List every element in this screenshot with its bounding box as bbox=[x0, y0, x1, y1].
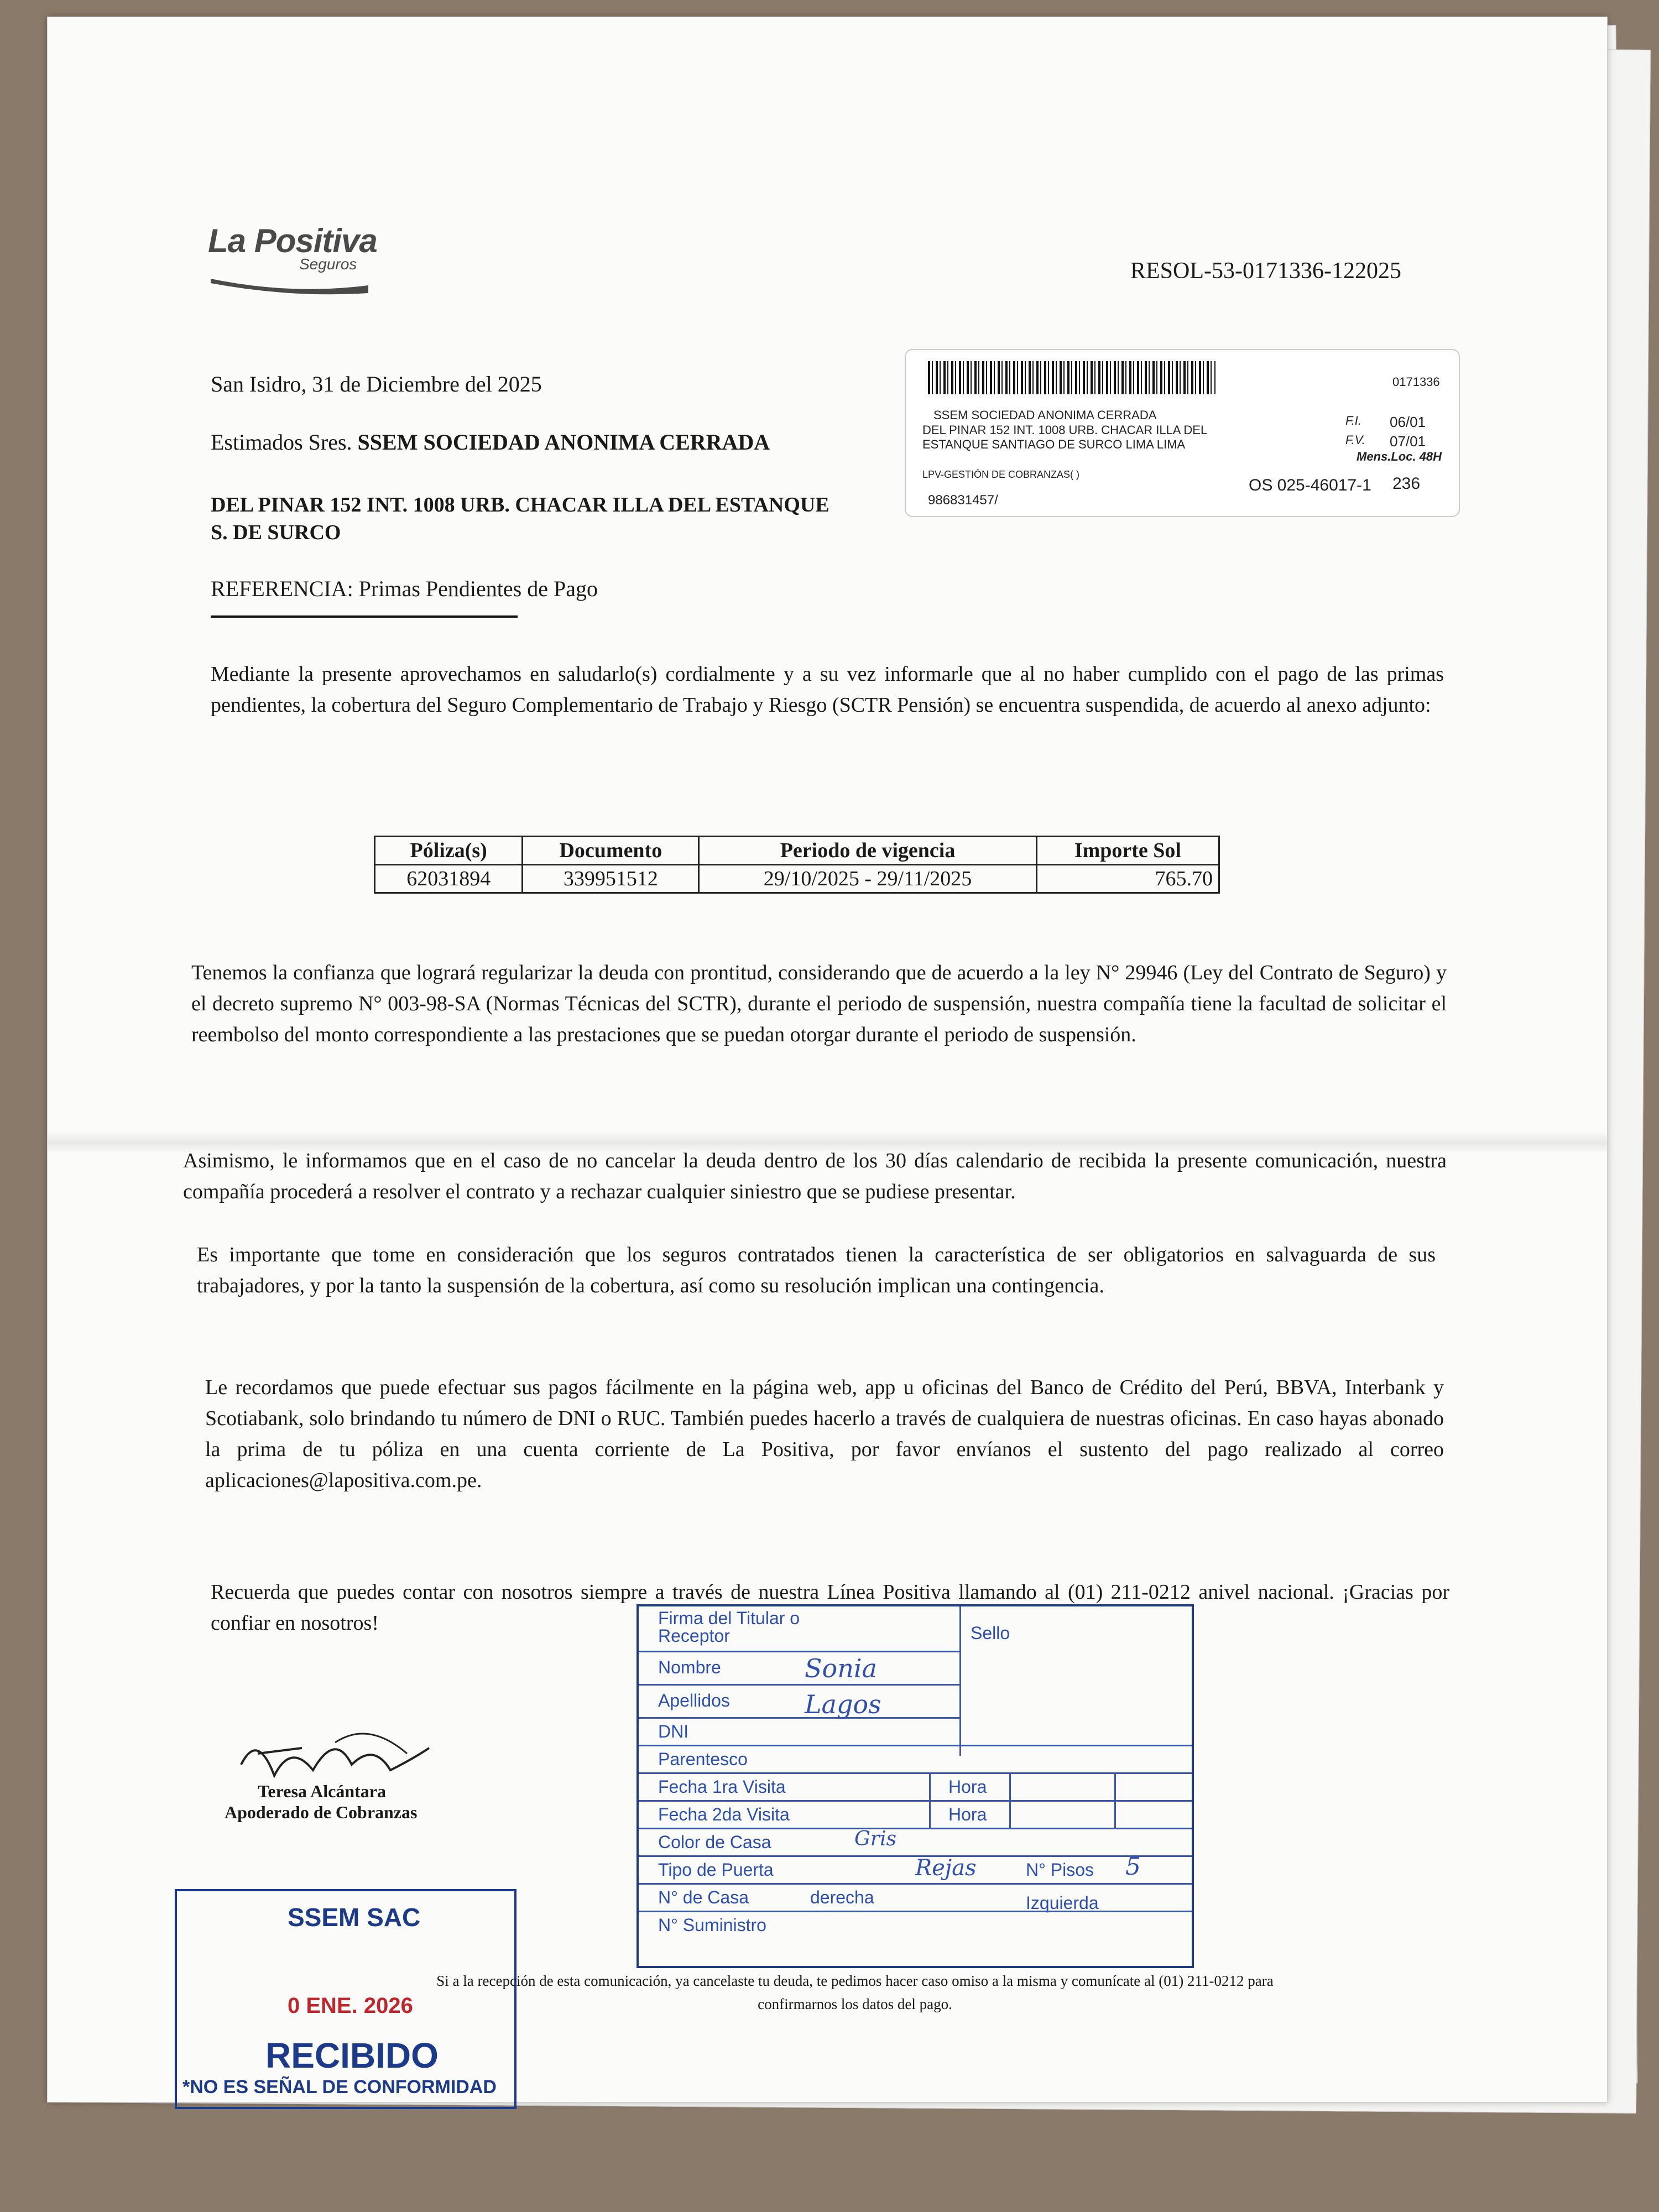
label-dept: LPV-GESTIÓN DE COBRANZAS( ) bbox=[922, 469, 1080, 480]
policy-table bbox=[374, 836, 1220, 894]
table-cell: 62031894 bbox=[375, 865, 523, 893]
footer-note: Si a la recepción de esta comunicación, ya cancelaste tu deuda, te pedimos hacer caso omiso a la misma y comunícate al (01) 211-0212 para confirmarnos los datos del pago. bbox=[436, 1973, 1274, 2012]
form-col-divider bbox=[1009, 1772, 1011, 1828]
handwritten-door: Rejas bbox=[915, 1855, 977, 1881]
stamp-note: *NO ES SEÑAL DE CONFORMIDAD bbox=[182, 2077, 497, 2098]
label-fv-value: 07/01 bbox=[1390, 433, 1426, 450]
form-label: DNI bbox=[658, 1721, 689, 1741]
label-os: OS 025-46017-1 bbox=[1249, 476, 1371, 494]
handwritten-name: Sonia bbox=[805, 1653, 877, 1683]
table-cell: 339951512 bbox=[523, 865, 699, 893]
signer-title: Apoderado de Cobranzas bbox=[225, 1802, 418, 1822]
form-row bbox=[639, 1717, 1192, 1746]
recipient-address: DEL PINAR 152 INT. 1008 URB. CHACAR ILLA DEL ESTANQUE bbox=[211, 493, 830, 517]
column-header: Póliza(s) bbox=[375, 837, 523, 865]
label-os-number: 236 bbox=[1392, 474, 1421, 493]
form-sello-label: Sello bbox=[971, 1623, 1010, 1643]
form-label: Nombre bbox=[658, 1657, 721, 1677]
logo-subtitle: Seguros bbox=[299, 255, 357, 273]
form-label: Firma del Titular o Receptor bbox=[658, 1608, 800, 1646]
form-col-divider bbox=[929, 1772, 931, 1828]
handwritten-color: Gris bbox=[854, 1828, 896, 1850]
column-header: Periodo de vigencia bbox=[699, 837, 1036, 865]
form-row bbox=[639, 1911, 1192, 1938]
signer-name: Teresa Alcántara bbox=[258, 1781, 386, 1801]
form-row bbox=[639, 1651, 959, 1686]
form-row bbox=[639, 1883, 1192, 1912]
logo-swoosh-icon bbox=[208, 273, 374, 295]
form-row bbox=[639, 1800, 1192, 1829]
form-row bbox=[639, 1828, 1192, 1857]
table-header-row bbox=[375, 837, 1219, 865]
label-name: SSEM SOCIEDAD ANONIMA CERRADA bbox=[933, 408, 1157, 422]
reference-line: REFERENCIA: Primas Pendientes de Pago bbox=[211, 576, 598, 601]
barcode bbox=[928, 361, 1215, 394]
form-label: N° de Casa bbox=[658, 1887, 749, 1907]
form-label: N° Suministro bbox=[658, 1915, 766, 1935]
table-row bbox=[375, 865, 1219, 893]
paragraph: Le recordamos que puede efectuar sus pagos fácilmente en la página web, app u oficinas del Banco de Crédito del Perú, BBVA, Interbank y Scotiabank, solo brindando tu número de DNI o RUC. También puedes hacerlo a través de cualquiera de nuestras oficinas. En caso hayas abonado la prima de tu póliza en una cuenta corriente de La Positiva, por favor envíanos el sustento del pago realizado al correo aplicaciones@lapositiva.com.pe. bbox=[205, 1376, 1444, 1492]
form-hora-label: Hora bbox=[948, 1777, 987, 1797]
reference-code: RESOL-53-0171336-122025 bbox=[1130, 258, 1401, 284]
letter-page bbox=[47, 17, 1608, 2103]
paragraph: Tenemos la confianza que logrará regularizar la deuda con prontitud, considerando que de acuerdo a la ley N° 29946 (Ley del Contrato de Seguro) y el decreto supremo N° 003-98-SA (Normas Técnicas del SCTR), durante el periodo de suspensión, nuestra compañía tiene la facultad de solicitar el reembolso del monto correspondiente a las prestaciones que se puedan otorgar durante el periodo de suspensión. bbox=[191, 961, 1447, 1046]
paragraph: Es importante que tome en consideración que los seguros contratados tienen la característica de ser obligatorios en salvaguarda de sus trabajadores, y por la tanto la suspensión de la cobertura, así como su resolución implican una contingencia. bbox=[197, 1243, 1436, 1297]
form-izquierda-label: Izquierda bbox=[1026, 1893, 1099, 1913]
handwritten-floors: 5 bbox=[1125, 1853, 1141, 1881]
form-label: Color de Casa bbox=[658, 1832, 771, 1852]
recipient-name: SSEM SOCIEDAD ANONIMA CERRADA bbox=[357, 430, 770, 455]
mailing-label bbox=[905, 349, 1460, 517]
table-cell: 765.70 bbox=[1036, 865, 1219, 893]
table-cell: 29/10/2025 - 29/11/2025 bbox=[699, 865, 1036, 893]
reference-underline bbox=[211, 615, 518, 618]
label-address: ESTANQUE SANTIAGO DE SURCO LIMA LIMA bbox=[922, 437, 1186, 451]
label-phone: 986831457/ bbox=[928, 493, 998, 508]
recipient-district: S. DE SURCO bbox=[211, 521, 341, 544]
column-header: Importe Sol bbox=[1036, 837, 1219, 865]
form-row bbox=[639, 1684, 959, 1719]
form-pisos-label: N° Pisos bbox=[1026, 1860, 1094, 1880]
form-hora-label: Hora bbox=[948, 1804, 987, 1824]
form-label: Fecha 1ra Visita bbox=[658, 1777, 786, 1797]
form-label: Tipo de Puerta bbox=[658, 1860, 774, 1880]
place-date: San Isidro, 31 de Diciembre del 2025 bbox=[211, 372, 542, 397]
form-col-divider bbox=[1114, 1772, 1116, 1828]
logo-text: La Positiva bbox=[208, 222, 377, 259]
form-row bbox=[639, 1606, 959, 1652]
handwritten-surname: Lagos bbox=[805, 1689, 881, 1719]
salutation bbox=[211, 429, 770, 455]
stamp-title: RECIBIDO bbox=[265, 2036, 439, 2075]
stamp-date: 0 ENE. 2026 bbox=[288, 1994, 413, 2018]
paragraph: Mediante la presente aprovechamos en saludarlo(s) cordialmente y a su vez informarle que al no haber cumplido con el pago de las primas pendientes, la cobertura del Seguro Complementario de Trabajo y Riesgo (SCTR Pensión) se encuentra suspendida, de acuerdo al anexo adjunto: bbox=[211, 662, 1444, 717]
paragraph: Asimismo, le informamos que en el caso de no cancelar la deuda dentro de los 30 días calendario de recibida la presente comunicación, nuestra compañía procederá a resolver el contrato y a rechazar cualquier siniestro que se pudiese presentar. bbox=[183, 1149, 1447, 1203]
company-logo bbox=[208, 222, 377, 295]
form-label: Parentesco bbox=[658, 1749, 748, 1769]
paragraph: Recuerda que puedes contar con nosotros siempre a través de nuestra Línea Positiva llamando al (01) 211-0212 anivel nacional. ¡Gracias por confiar en nosotros! bbox=[211, 1580, 1449, 1635]
label-fv: F.V. bbox=[1345, 433, 1365, 447]
label-code: 0171336 bbox=[1392, 375, 1440, 389]
delivery-form-stamp bbox=[637, 1604, 1194, 1968]
form-derecha-label: derecha bbox=[810, 1887, 874, 1907]
column-header: Documento bbox=[523, 837, 699, 865]
form-row bbox=[639, 1745, 1192, 1774]
form-label: Fecha 2da Visita bbox=[658, 1804, 790, 1824]
label-fi-value: 06/01 bbox=[1390, 414, 1426, 430]
label-address: DEL PINAR 152 INT. 1008 URB. CHACAR ILLA DEL bbox=[922, 423, 1208, 437]
salutation-prefix: Estimados Sres. bbox=[211, 430, 352, 455]
label-fi: F.I. bbox=[1345, 414, 1361, 427]
stamp-company: SSEM SAC bbox=[288, 1903, 421, 1932]
form-row bbox=[639, 1772, 1192, 1802]
form-label: Apellidos bbox=[658, 1691, 730, 1710]
label-mens: Mens.Loc. 48H bbox=[1357, 450, 1442, 463]
